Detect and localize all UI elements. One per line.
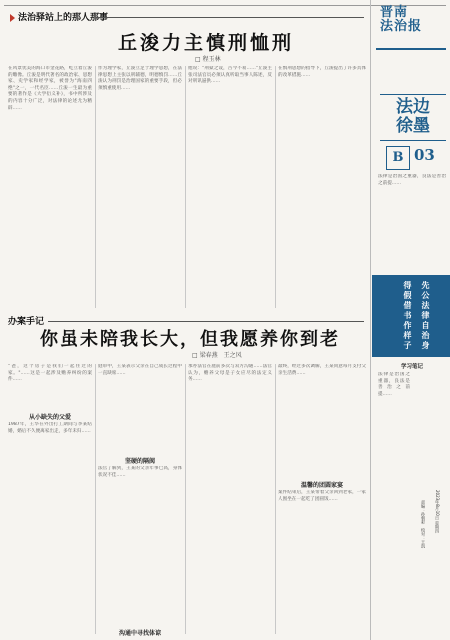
column-title-rule xyxy=(380,140,446,141)
article2-subhead-3: 沟通中寻找体谅 xyxy=(118,630,161,637)
article1-author: □ 程玉林 xyxy=(195,56,221,63)
page-number: 03 xyxy=(414,146,435,164)
article2-column-3: 承办法官在庭前多次与双方沟通……法官认为，赡养父母是子女应尽的法定义务…… xyxy=(188,364,272,383)
slogan-column-1: 先公法律自治身 xyxy=(421,280,430,350)
masthead-logo: 晋南 法治报 xyxy=(380,5,423,34)
article1-column-4: 在慎刑思想的指导下，丘浚提出了许多具体的改革措施…… xyxy=(278,66,366,78)
page-section-letter: B xyxy=(386,146,410,170)
article2-subhead-2: 坚硬的隔阂 xyxy=(124,458,155,465)
column-divider xyxy=(185,66,186,308)
sidebar-text: 法律是治国之重器，良法是善治之前提…… xyxy=(378,174,446,186)
article1-column-2: 作为理学家，丘浚立足于理学思想，在法律思想上主张以刑辅德，明德慎罚……丘浚认为刑罚是治理国家的重要手段，但必须慎重使用…… xyxy=(98,66,182,91)
article2-column-1: "爸，这个房子是我们一起住过的家。"……这是一起涉及赡养纠纷的案件…… xyxy=(8,364,92,383)
article2-subhead-1: 从小缺失的父爱 xyxy=(28,414,71,421)
date-meta: 2023年8月10日 星期四 xyxy=(435,490,440,534)
sidebar-divider xyxy=(370,0,371,640)
sidebar-subhead: 学习笔记 xyxy=(400,364,423,370)
article2-title: 你虽未陪我长大，但我愿养你到老 xyxy=(40,329,340,350)
triangle-marker-icon xyxy=(10,14,15,22)
article2-subhead-4: 温馨的团圆家宴 xyxy=(300,482,343,489)
column-divider xyxy=(275,364,276,634)
section-rule xyxy=(96,17,364,18)
column-divider xyxy=(185,364,186,634)
column-title: 法边 徐墨 xyxy=(396,97,430,136)
article1-column-3: 他说："刑狱之设，古今不易……"丘浚主张司法官员必须认真听取当事人陈述，反对刑讯逼供…… xyxy=(188,66,272,85)
editor-meta: 责编：孙朝彩 校对：王凯 xyxy=(421,500,426,548)
article2-column-4: 最终，经过多次调解，王某同意每月支付父亲生活费…… xyxy=(278,364,366,376)
section-label-top: 法治驿站上的那人那事 xyxy=(8,10,108,23)
column-title-rule xyxy=(380,94,446,95)
column-divider xyxy=(95,66,96,308)
masthead-rule xyxy=(376,48,446,50)
article1-title: 丘浚力主慎刑恤刑 xyxy=(118,32,295,54)
column-divider xyxy=(275,66,276,308)
slogan-column-2: 得假借书作样子 xyxy=(403,280,412,350)
column-divider xyxy=(95,364,96,634)
article2-column-1b: 1987年，王华在外出打工期间与李某结婚，婚后不久便离家出走，多年未归…… xyxy=(8,422,92,434)
sidebar-text-lower: 法律是治国之重器，良法是善治之前提…… xyxy=(378,372,410,397)
section-label-bottom: 办案手记 xyxy=(8,317,45,327)
article2-column-2b: 法官了解到，王某的父亲年事已高，身体状况不佳…… xyxy=(98,466,182,478)
article2-column-2: 庭审中，王某表示父亲在自己成长过程中一直缺席…… xyxy=(98,364,182,376)
article2-author: □ 梁春燕 王之风 xyxy=(192,352,242,359)
section-rule xyxy=(48,321,364,322)
article1-column-1: 在风景优美的海口市金花路，屹立着丘浚的雕像。丘浚是明代著名的政治家、思想家、史学家和经学家，被誉为"海南四绝"之一，一代名臣……丘浚一生最为重要的著作是《大学衍义补》，书中所涉及的内容十分广泛，对法律的论述尤为精辟…… xyxy=(8,66,92,111)
article2-column-4b: 案件结束后，王某带着父亲回到老家，一家人围坐在一起吃了团圆饭…… xyxy=(278,490,366,502)
